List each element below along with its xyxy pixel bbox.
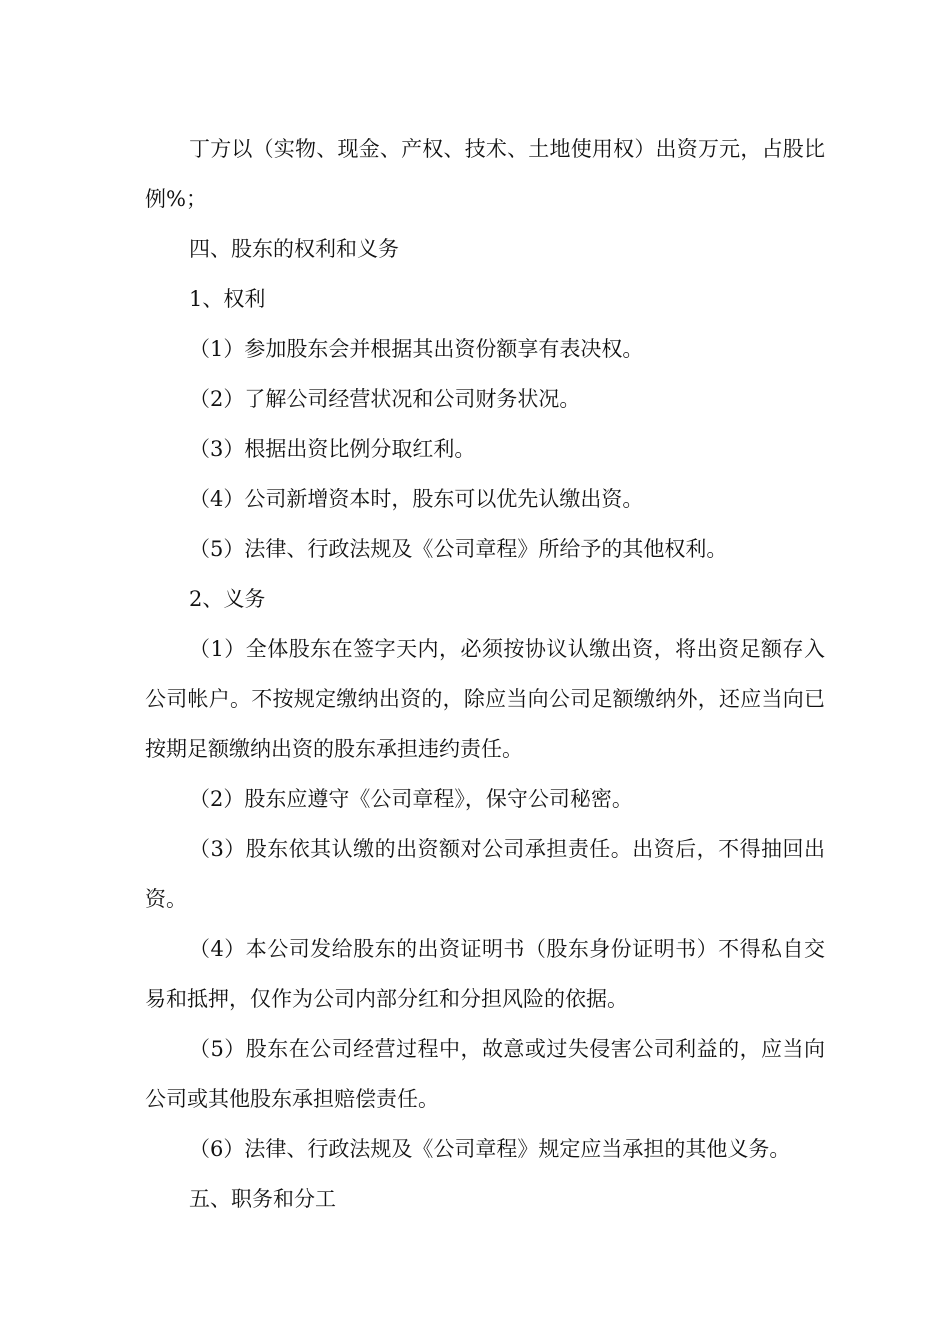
obligations-item-1: （1）全体股东在签字天内，必须按协议认缴出资，将出资足额存入公司帐户。不按规定缴纳出资的，除应当向公司足额缴纳外，还应当向已按期足额缴纳出资的股东承担违约责任。 <box>145 637 825 761</box>
obligations-item-2: （2）股东应遵守《公司章程》，保守公司秘密。 <box>189 787 633 811</box>
obligations-item-5: （5）股东在公司经营过程中，故意或过失侵害公司利益的，应当向公司或其他股东承担赔偿责任。 <box>145 1037 825 1111</box>
obligations-item-3: （3）股东依其认缴的出资额对公司承担责任。出资后，不得抽回出资。 <box>145 837 825 911</box>
section-heading-duties-division: 五、职务和分工 <box>189 1187 336 1211</box>
rights-item-2: （2）了解公司经营状况和公司财务状况。 <box>189 387 581 411</box>
document-body <box>145 124 825 1224</box>
obligations-item-6: （6）法律、行政法规及《公司章程》规定应当承担的其他义务。 <box>189 1137 791 1161</box>
obligations-item-4: （4）本公司发给股东的出资证明书（股东身份证明书）不得私自交易和抵押，仅作为公司内部分红和分担风险的依据。 <box>145 937 825 1011</box>
subheading-rights: 1、权利 <box>189 287 266 311</box>
section-heading-rights-obligations: 四、股东的权利和义务 <box>189 237 399 261</box>
paragraph-capital-contribution-ding: 丁方以（实物、现金、产权、技术、土地使用权）出资万元，占股比例%； <box>145 137 825 211</box>
rights-item-4: （4）公司新增资本时，股东可以优先认缴出资。 <box>189 487 644 511</box>
rights-item-3: （3）根据出资比例分取红利。 <box>189 437 476 461</box>
subheading-obligations: 2、义务 <box>189 587 266 611</box>
rights-item-5: （5）法律、行政法规及《公司章程》所给予的其他权利。 <box>189 537 728 561</box>
rights-item-1: （1）参加股东会并根据其出资份额享有表决权。 <box>189 337 644 361</box>
